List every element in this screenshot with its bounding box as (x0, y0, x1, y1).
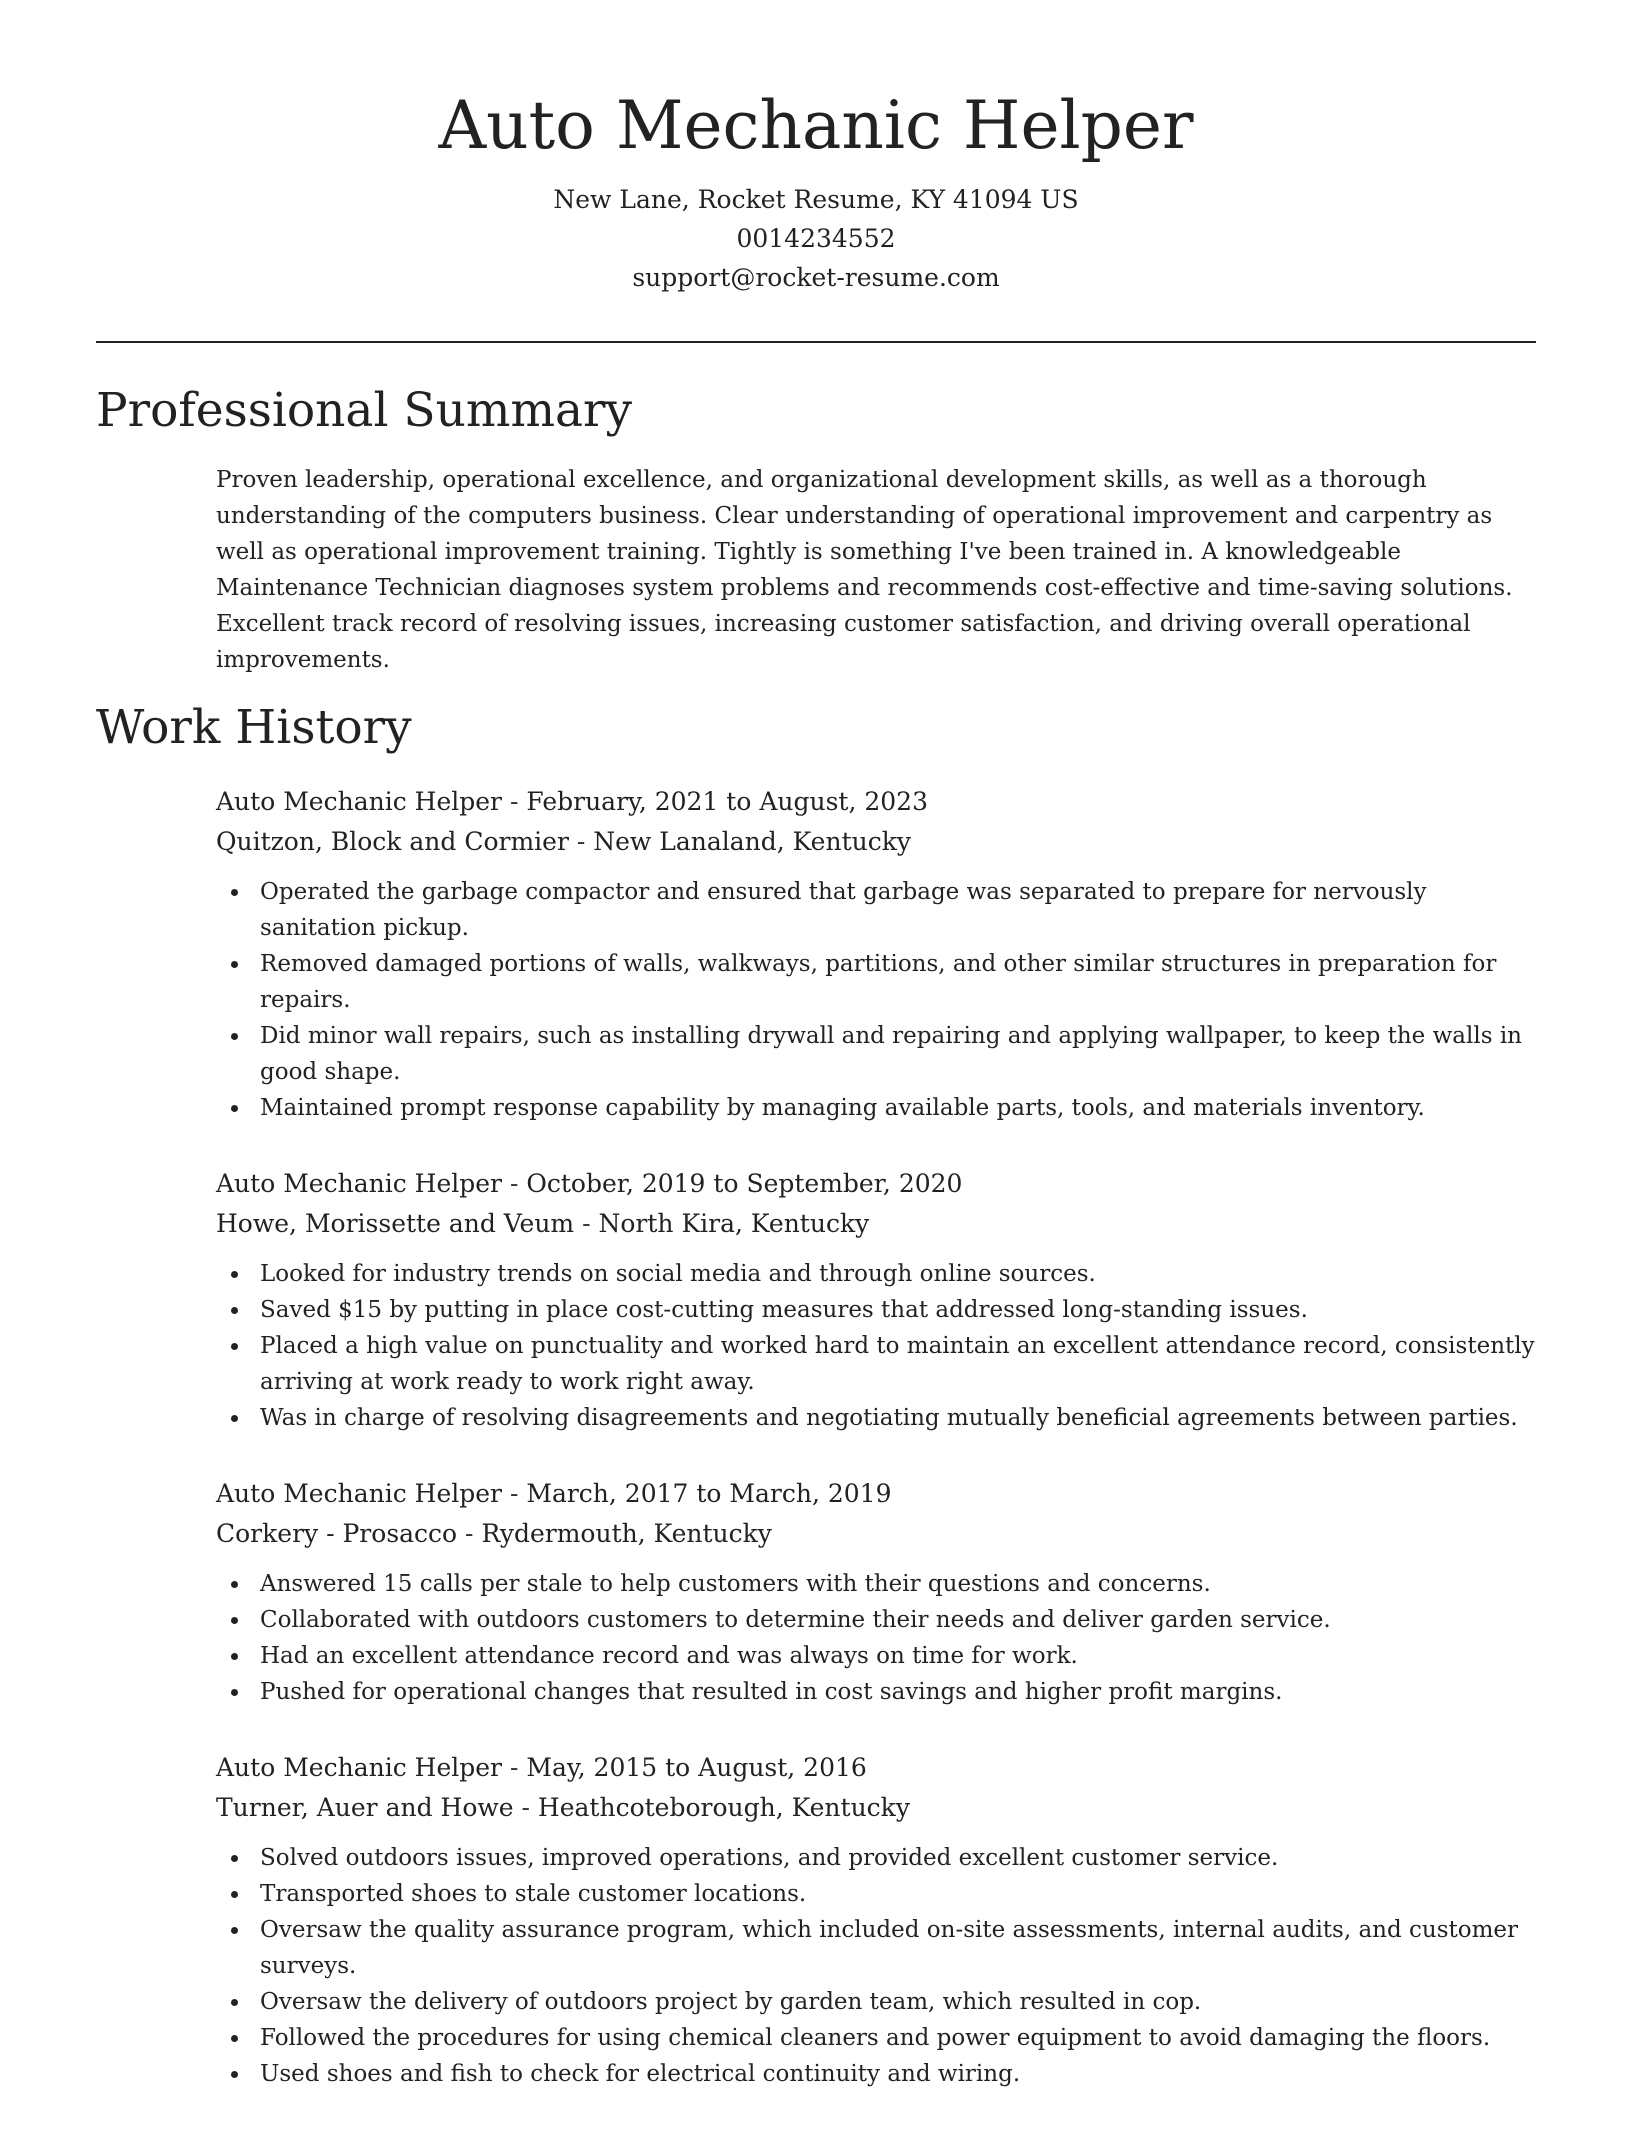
job-title-line: Auto Mechanic Helper - October, 2019 to September, 2020 (216, 1169, 963, 1198)
job-entry (216, 1474, 1546, 1710)
job-entry (216, 1748, 1546, 2092)
job-bullet: Pushed for operational changes that resulted in cost savings and higher profit margins. (260, 1674, 1546, 1710)
job-company: Turner, Auer and Howe (216, 1793, 514, 1822)
job-dates: February, 2021 to August, 2023 (526, 787, 928, 816)
summary-text: Proven leadership, operational excellence, and organizational development skills, as well as a thorough understanding of the computers business. Clear understanding of operational improvement and carpentry as well as operational improvement training. Tightly is something I've been trained in. A knowledgeable Maintenance Technician diagnoses system problems and recommends cost-effective and time-saving solutions. Excellent track record of resolving issues, increasing customer satisfaction, and driving overall operational improvements. (216, 467, 1513, 673)
job-company: Quitzon, Block and Cormier (216, 827, 569, 856)
contact-address: New Lane, Rocket Resume, KY 41094 US (553, 185, 1079, 214)
job-bullet: Used shoes and fish to check for electrical continuity and wiring. (260, 2056, 1546, 2092)
job-location: Rydermouth, Kentucky (481, 1519, 772, 1548)
job-bullet: Removed damaged portions of walls, walkways, partitions, and other similar structures in preparation for repairs. (260, 946, 1546, 1018)
job-company-line: Quitzon, Block and Cormier - New Lanaland, Kentucky (216, 827, 911, 856)
job-title-line: Auto Mechanic Helper - February, 2021 to August, 2023 (216, 787, 928, 816)
job-entry (216, 1164, 1546, 1436)
job-location: Heathcoteborough, Kentucky (537, 1793, 910, 1822)
contact-phone: 0014234552 (736, 224, 896, 253)
job-dates: March, 2017 to March, 2019 (526, 1479, 892, 1508)
contact-email: support@rocket-resume.com (632, 263, 1000, 292)
job-bullets (216, 1840, 1546, 2092)
job-entry (216, 782, 1546, 1126)
job-bullet: Placed a high value on punctuality and worked hard to maintain an excellent attendance record, consistently arriving at work ready to work right away. (260, 1328, 1546, 1400)
job-bullet: Was in charge of resolving disagreements and negotiating mutually beneficial agreements between parties. (260, 1400, 1546, 1436)
header-divider (96, 341, 1536, 343)
work-history-list (216, 782, 1546, 2130)
job-bullets (216, 874, 1546, 1126)
job-bullet: Solved outdoors issues, improved operations, and provided excellent customer service. (260, 1840, 1546, 1876)
job-bullet: Answered 15 calls per stale to help customers with their questions and concerns. (260, 1566, 1546, 1602)
job-company: Corkery - Prosacco (216, 1519, 458, 1548)
job-company-line: Howe, Morissette and Veum - North Kira, Kentucky (216, 1209, 870, 1238)
job-bullet: Maintained prompt response capability by managing available parts, tools, and materials inventory. (260, 1090, 1546, 1126)
job-bullet: Had an excellent attendance record and was always on time for work. (260, 1638, 1546, 1674)
job-bullets (216, 1256, 1546, 1436)
job-role: Auto Mechanic Helper (216, 787, 502, 816)
candidate-name: Auto Mechanic Helper (438, 87, 1194, 164)
job-bullet: Transported shoes to stale customer locations. (260, 1876, 1546, 1912)
job-dates: October, 2019 to September, 2020 (526, 1169, 963, 1198)
job-title-line: Auto Mechanic Helper - March, 2017 to March, 2019 (216, 1479, 892, 1508)
job-company-line: Turner, Auer and Howe - Heathcoteborough, Kentucky (216, 1793, 910, 1822)
job-company-line: Corkery - Prosacco - Rydermouth, Kentucky (216, 1519, 772, 1548)
job-role: Auto Mechanic Helper (216, 1753, 502, 1782)
job-bullet: Operated the garbage compactor and ensured that garbage was separated to prepare for nervously sanitation pickup. (260, 874, 1546, 946)
resume-header (96, 80, 1536, 297)
job-role: Auto Mechanic Helper (216, 1169, 502, 1198)
job-bullets (216, 1566, 1546, 1710)
job-location: North Kira, Kentucky (598, 1209, 870, 1238)
job-role: Auto Mechanic Helper (216, 1479, 502, 1508)
job-bullet: Looked for industry trends on social media and through online sources. (260, 1256, 1546, 1292)
summary-heading: Professional Summary (96, 383, 633, 438)
job-bullet: Oversaw the quality assurance program, which included on-site assessments, internal audits, and customer surveys. (260, 1912, 1546, 1984)
job-bullet: Saved $15 by putting in place cost-cutting measures that addressed long-standing issues. (260, 1292, 1546, 1328)
job-title-line: Auto Mechanic Helper - May, 2015 to August, 2016 (216, 1753, 867, 1782)
job-bullet: Did minor wall repairs, such as installing drywall and repairing and applying wallpaper, to keep the walls in good shape. (260, 1018, 1546, 1090)
job-company: Howe, Morissette and Veum (216, 1209, 575, 1238)
work-history-heading: Work History (96, 700, 412, 755)
job-bullet: Collaborated with outdoors customers to determine their needs and deliver garden service. (260, 1602, 1546, 1638)
job-bullet: Oversaw the delivery of outdoors project by garden team, which resulted in cop. (260, 1984, 1546, 2020)
job-dates: May, 2015 to August, 2016 (526, 1753, 867, 1782)
job-location: New Lanaland, Kentucky (593, 827, 911, 856)
contact-block (96, 180, 1536, 297)
job-bullet: Followed the procedures for using chemical cleaners and power equipment to avoid damaging the floors. (260, 2020, 1546, 2056)
